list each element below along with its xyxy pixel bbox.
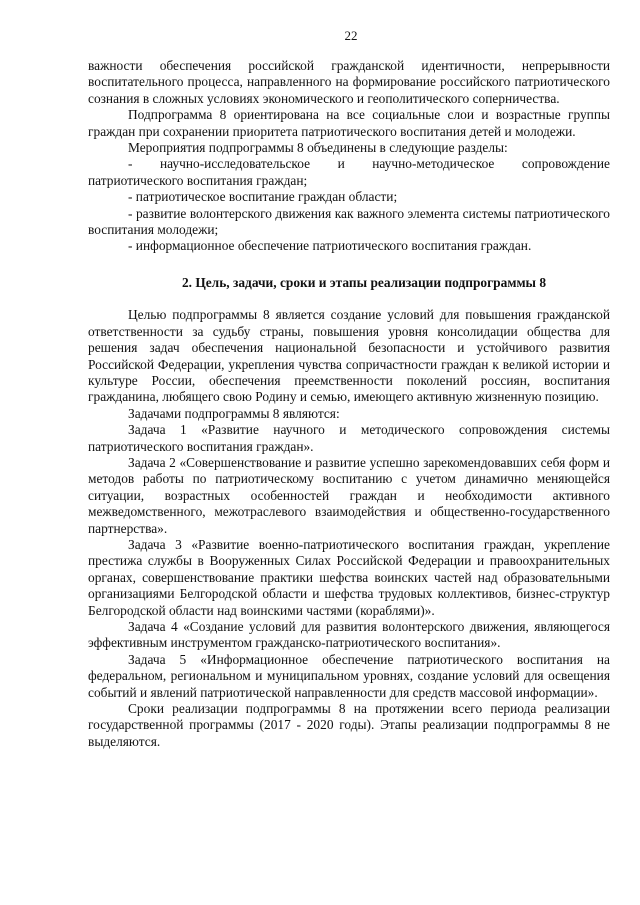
task-3: Задача 3 «Развитие военно-патриотического воспитания граждан, укрепление престижа службы в Вооруженных Силах Российской Федерации и правоохранительных органах, совершенствование практики шефства воинских частей над образовательными организациями Белгородской области и шефства трудовых коллективов, бизнес-структур Белгородской области над воинскими частями (кораблями)». (88, 536, 610, 618)
list-item-volunteer: - развитие волонтерского движения как важного элемента системы патриотического воспитания молодежи; (88, 205, 610, 238)
list-item-education: - патриотическое воспитание граждан области; (128, 189, 398, 205)
paragraph-target-groups: Подпрограмма 8 ориентирована на все социальные слои и возрастные группы граждан при сохранении приоритета патриотического воспитания детей и молодежи. (88, 107, 610, 139)
list-dash: - (128, 156, 133, 172)
task-2: Задача 2 «Совершенствование и развитие успешно зарекомендовавших себя форм и методов работы по патриотическому воспитанию с учетом динамично меняющейся ситуации, возрастных особенностей граждан и необходимости активного межведомственного, межотраслевого взаимодействия и общественно-государственного партнерства». (88, 454, 610, 536)
paragraph-terms: Сроки реализации подпрограммы 8 на протяжении всего периода реализации государственной программы (2017 - 2020 годы). Этапы реализации подпрограммы 8 не выделяются. (88, 701, 610, 749)
paragraph-goal: Целью подпрограммы 8 является создание условий для повышения гражданской ответственности за судьбу страны, повышения уровня консолидации общества для решения задач обеспечения национальной безопасности и устойчивого развития Российской Федерации, укрепления чувства сопричастности граждан к великой истории и культуре России, обеспечения преемственности поколений россиян, воспитания гражданина, любящего свою Родину и семью, имеющего активную жизненную позицию. (88, 307, 610, 405)
section-heading: 2. Цель, задачи, сроки и этапы реализации подпрограммы 8 (181, 274, 547, 290)
paragraph-continuation: важности обеспечения российской гражданской идентичности, непрерывности воспитательного процесса, направленного на формирование российского патриотического сознания в сложных условиях экономического и геополитического соперничества. (88, 58, 610, 106)
task-1: Задача 1 «Развитие научного и методического сопровождения системы патриотического воспитания граждан». (88, 422, 610, 454)
paragraph-tasks-intro: Задачами подпрограммы 8 являются: (128, 405, 340, 421)
list-item-research: - научно-исследовательское и научно-методическое сопровождение (128, 156, 610, 172)
task-4: Задача 4 «Создание условий для развития волонтерского движения, являющегося эффективным инструментом гражданско-патриотического воспитания». (88, 619, 610, 651)
list-item-research-cont: патриотического воспитания граждан; (88, 172, 308, 188)
page-number: 22 (344, 28, 358, 43)
document-page (88, 28, 610, 750)
task-5: Задача 5 «Информационное обеспечение патриотического воспитания на федеральном, региональном и муниципальном уровнях, создание условий для освещения событий и явлений патриотической направленности для средств массовой информации». (88, 651, 610, 700)
paragraph-sections-intro: Мероприятия подпрограммы 8 объединены в следующие разделы: (128, 140, 508, 156)
list-item-information: - информационное обеспечение патриотического воспитания граждан. (128, 238, 532, 254)
